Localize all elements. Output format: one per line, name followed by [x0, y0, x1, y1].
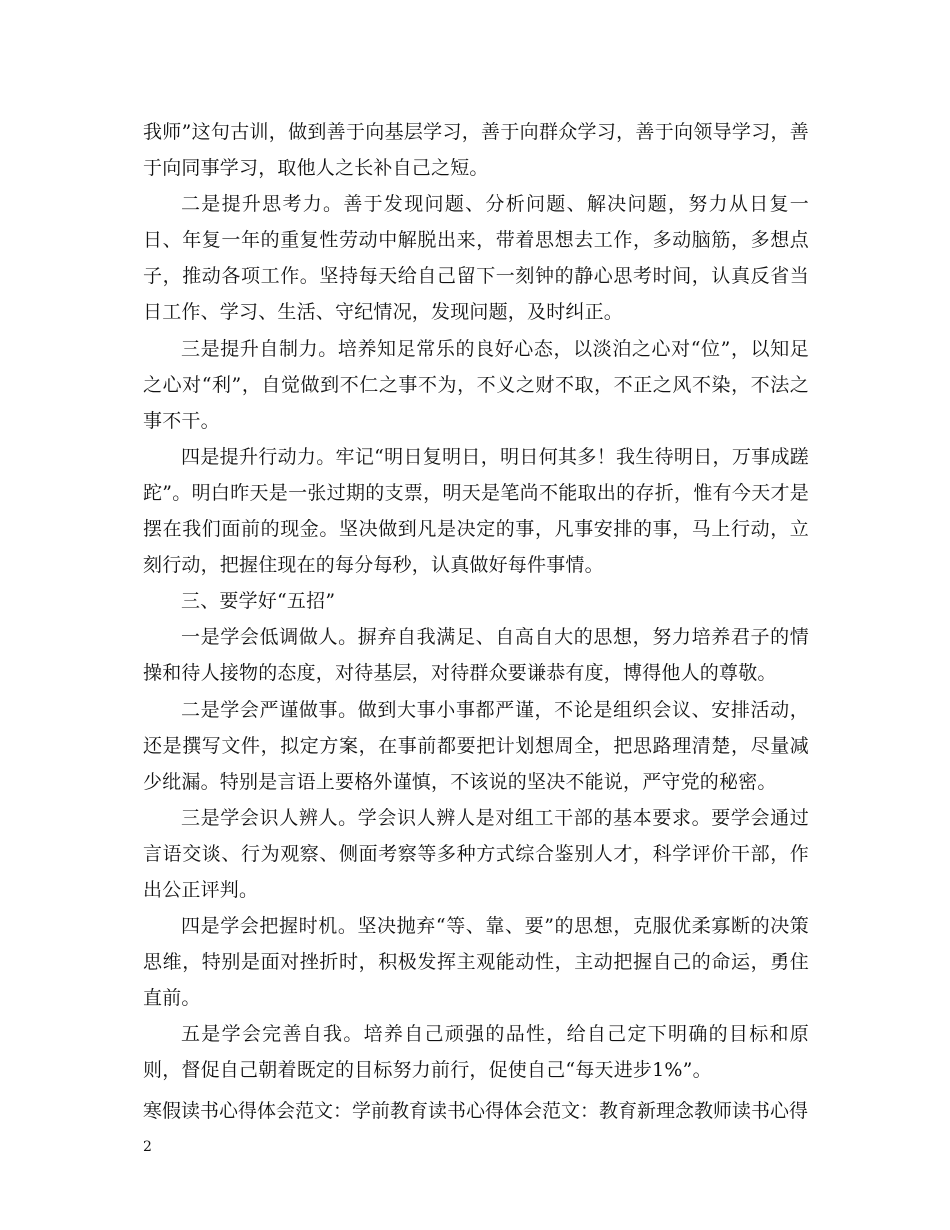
section-heading: 三、要学好“五招”	[181, 590, 336, 613]
related-links-line: 寒假读书心得体会范文：学前教育读书心得体会范文：教育新理念教师读书心得	[143, 1100, 809, 1122]
document-body	[143, 114, 809, 1089]
paragraph-low-profile: 一是学会低调做人。摒弃自我满足、自高自大的思想，努力培养君子的情操和待人接物的态度，对待基层，对待群众要谦恭有度，博得他人的尊敬。	[143, 626, 809, 685]
paragraph-continuation: 我师”这句古训，做到善于向基层学习，善于向群众学习，善于向领导学习，善于向同事学习，取他人之长补自己之短。	[143, 121, 809, 180]
paragraph-self-improvement: 五是学会完善自我。培养自己顽强的品性，给自己定下明确的目标和原则，督促自己朝着既定的目标努力前行，促使自己“每天进步1%”。	[143, 1023, 809, 1082]
paragraph-action: 四是提升行动力。牢记“明日复明日，明日何其多！我生待明日，万事成蹉跎”。明白昨天是一张过期的支票，明天是笔尚不能取出的存折，惟有今天才是摆在我们面前的现金。坚决做到凡是决定的事，凡事安排的事，马上行动，立刻行动，把握住现在的每分每秒，认真做好每件事情。	[143, 445, 809, 577]
paragraph-thinking: 二是提升思考力。善于发现问题、分析问题、解决问题，努力从日复一日、年复一年的重复性劳动中解脱出来，带着思想去工作，多动脑筋，多想点子，推动各项工作。坚持每天给自己留下一刻钟的静心思考时间，认真反省当日工作、学习、生活、守纪情况，发现问题，及时纠正。	[143, 193, 809, 324]
paragraph-timing: 四是学会把握时机。坚决抛弃“等、靠、要”的思想，克服优柔寡断的决策思维，特别是面对挫折时，积极发挥主观能动性，主动把握自己的命运，勇住直前。	[143, 915, 809, 1010]
paragraph-judging-people: 三是学会识人辨人。学会识人辨人是对组工干部的基本要求。要学会通过言语交谈、行为观察、侧面考察等多种方式综合鉴别人才，科学评价干部，作出公正评判。	[143, 806, 809, 901]
paragraph-self-control: 三是提升自制力。培养知足常乐的良好心态，以淡泊之心对“位”，以知足之心对“利”，自觉做到不仁之事不为，不义之财不取，不正之风不染，不法之事不干。	[143, 337, 809, 432]
page-number: 2	[143, 1139, 152, 1155]
paragraph-rigor: 二是学会严谨做事。做到大事小事都严谨，不论是组织会议、安排活动，还是撰写文件，拟定方案，在事前都要把计划想周全，把思路理清楚，尽量减少纰漏。特别是言语上要格外谨慎，不该说的坚决不能说，严守党的秘密。	[143, 698, 809, 793]
